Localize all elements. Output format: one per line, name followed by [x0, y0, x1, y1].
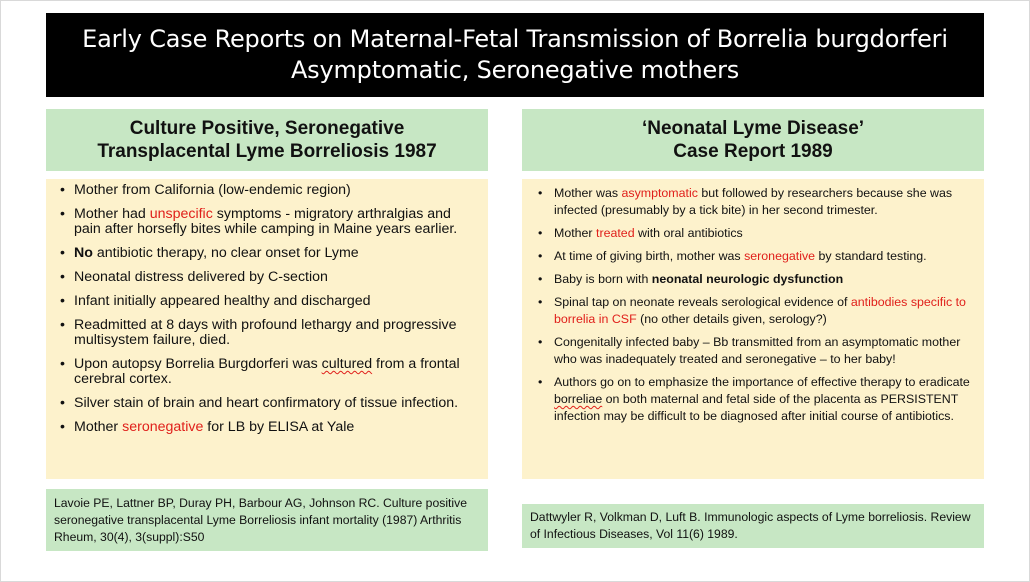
list-item: • Spinal tap on neonate reveals serological evidence of antibodies specific to borrelia in CSF (no other details given, serology?) — [530, 294, 976, 328]
bold-text: No — [74, 245, 93, 261]
title-line-1: Early Case Reports on Maternal-Fetal Transmission of Borrelia burgdorferi — [82, 25, 948, 53]
bold-text: neonatal neurologic dysfunction — [651, 272, 844, 286]
right-citation: Dattwyler R, Volkman D, Luft B. Immunologic aspects of Lyme borreliosis. Review of Infectious Diseases, Vol 11(6) 1989. — [522, 504, 984, 548]
left-section-heading — [46, 109, 488, 171]
left-bullet-box — [46, 179, 488, 479]
list-item: • Readmitted at 8 days with profound lethargy and progressive multisystem failure, died. — [56, 318, 478, 348]
list-item: • Congenitally infected baby – Bb transmitted from an asymptomatic mother who was inadequately treated and seronegative – to her baby! — [530, 334, 976, 368]
right-heading-line-2: Case Report 1989 — [673, 141, 833, 162]
left-citation: Lavoie PE, Lattner BP, Duray PH, Barbour AG, Johnson RC. Culture positive seronegative transplacental Lyme Borreliosis infant mortality (1987) Arthritis Rheum, 30(4), 3(suppl):S50 — [46, 489, 488, 551]
list-item: • Silver stain of brain and heart confirmatory of tissue infection. — [56, 396, 478, 411]
right-heading-line-1: ‘Neonatal Lyme Disease’ — [641, 118, 865, 139]
list-item: • Mother had unspecific symptoms - migratory arthralgias and pain after horsefly bites while camping in Maine years earlier. — [56, 207, 478, 237]
emphasis-text: asymptomatic — [621, 186, 698, 200]
list-item: • Mother seronegative for LB by ELISA at Yale — [56, 420, 478, 435]
emphasis-text: unspecific — [149, 206, 213, 222]
list-item: • Upon autopsy Borrelia Burgdorferi was cultured from a frontal cerebral cortex. — [56, 357, 478, 387]
emphasis-text: seronegative — [744, 249, 816, 263]
left-bullet-list — [56, 183, 478, 435]
right-bullet-box — [522, 179, 984, 479]
list-item: • Infant initially appeared healthy and discharged — [56, 294, 478, 309]
slide-title — [46, 13, 984, 97]
emphasis-text: seronegative — [122, 419, 204, 435]
list-item: • At time of giving birth, mother was seronegative by standard testing. — [530, 248, 976, 265]
list-item: • No antibiotic therapy, no clear onset for Lyme — [56, 246, 478, 261]
list-item: • Neonatal distress delivered by C-section — [56, 270, 478, 285]
list-item: • Baby is born with neonatal neurologic dysfunction — [530, 271, 976, 288]
list-item: • Authors go on to emphasize the importance of effective therapy to eradicate borreliae on both maternal and fetal side of the placenta as PERSISTENT infection may be difficult to be diagnosed after initial course of antibiotics. — [530, 374, 976, 425]
emphasis-text: treated — [596, 226, 635, 240]
list-item: • Mother treated with oral antibiotics — [530, 225, 976, 242]
emphasis-text: antibodies specific to borrelia in CSF — [554, 295, 966, 326]
list-item: • Mother from California (low-endemic region) — [56, 183, 478, 198]
spellcheck-underlined-text: cultured — [321, 356, 373, 372]
left-heading-line-2: Transplacental Lyme Borreliosis 1987 — [97, 141, 437, 162]
spellcheck-underlined-text: borreliae — [554, 392, 603, 406]
right-section-heading — [522, 109, 984, 171]
title-line-2: Asymptomatic, Seronegative mothers — [290, 56, 740, 84]
left-heading-line-1: Culture Positive, Seronegative — [129, 118, 405, 139]
right-bullet-list — [530, 185, 976, 425]
list-item: • Mother was asymptomatic but followed by researchers because she was infected (presumably by a tick bite) in her second trimester. — [530, 185, 976, 219]
